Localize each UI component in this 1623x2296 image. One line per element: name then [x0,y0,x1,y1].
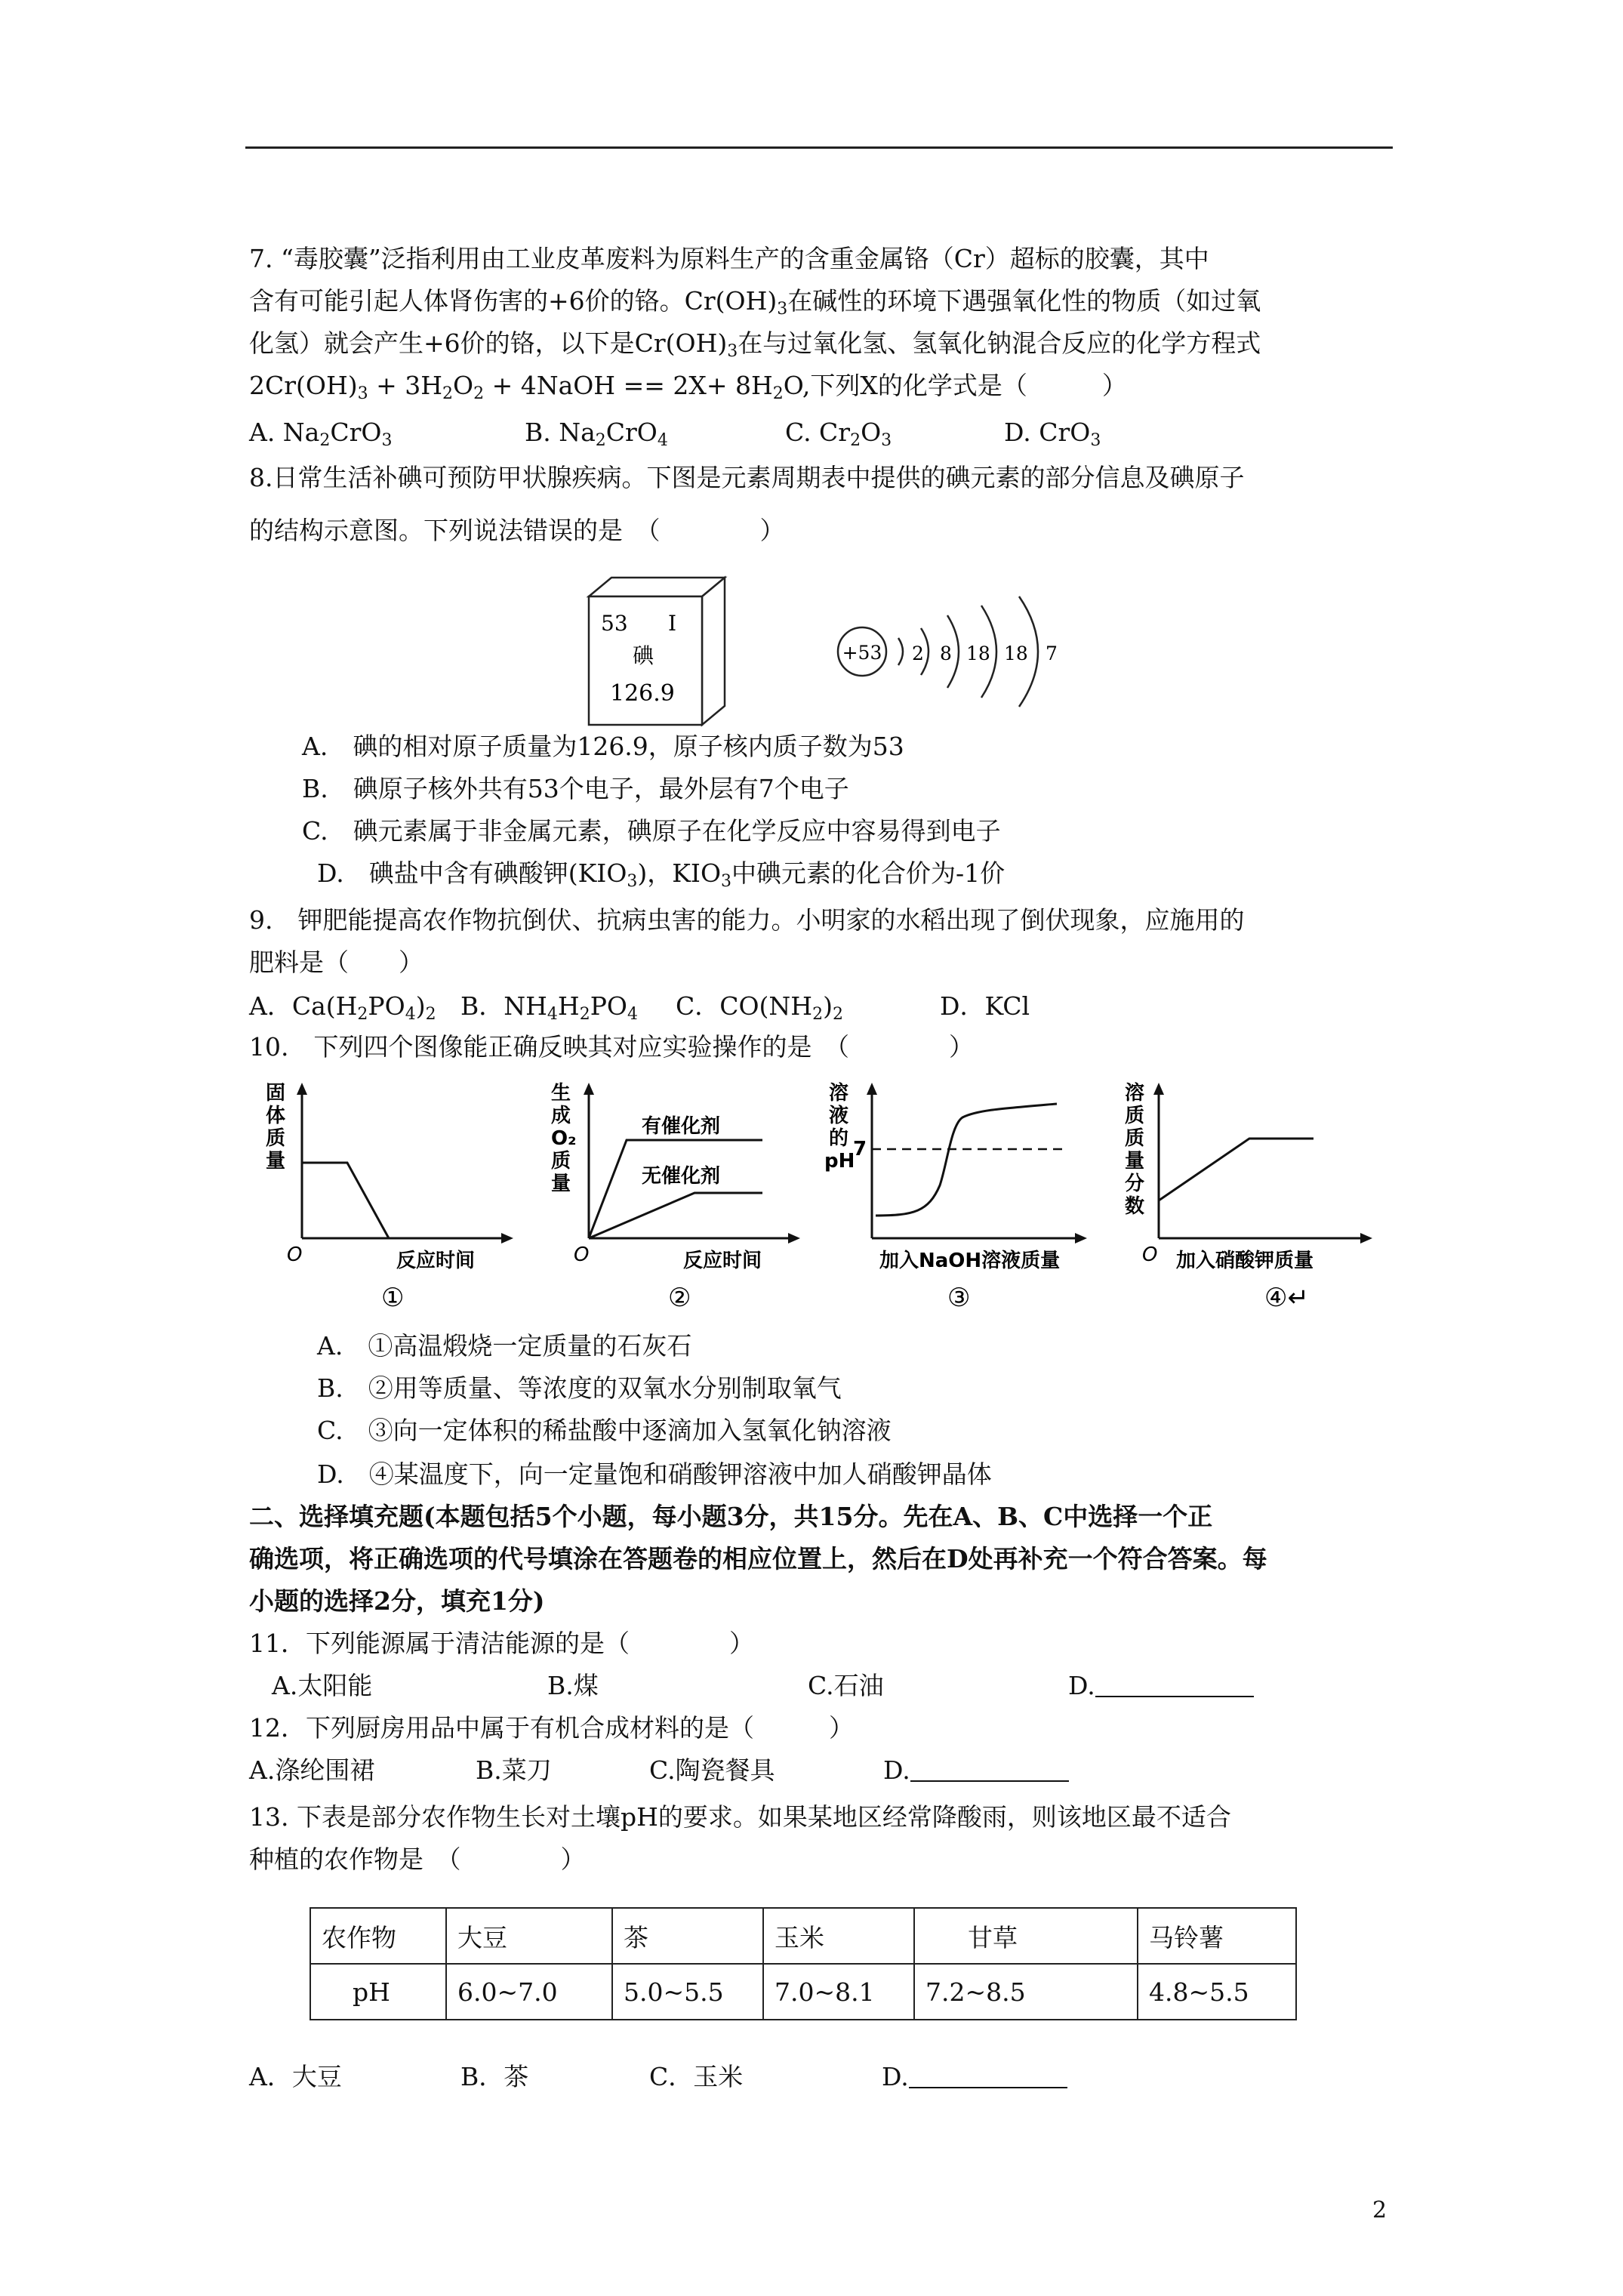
table-cell: 7.0~8.1 [763,1964,914,2020]
graph-4-xlabel: 加入硝酸钾质量 [1176,1250,1314,1272]
table-cell: 马铃薯 [1138,1908,1296,1964]
q7-line2: 含有可能引起人体肾伤害的+6价的铬。$Cr(OH)_3$在碱性的环境下遇强氧化性的物质（如过氧 [249,286,1261,319]
graph-3-ylabel-2: 液 [829,1105,849,1127]
shell-5: 7 [1046,643,1058,664]
graph-2 [551,1082,800,1313]
table-cell: 茶 [612,1908,763,1964]
graph-2-number: ② [668,1283,691,1313]
q12-option-d: D. [883,1753,1069,1788]
graph-4-ylabel-5: 分 [1125,1173,1145,1195]
graph-4-origin: O [1142,1244,1158,1266]
table-cell: pH [310,1964,446,2020]
header-rule [245,146,1393,149]
table-cell: 甘草 [914,1908,1138,1964]
q12-option-b: B.菜刀 [476,1755,552,1785]
section2-line2: 确选项，将正确选项的代号填涂在答题卷的相应位置上，然后在D处再补充一个符合答案。每 [249,1544,1267,1573]
graph-3-tick-7: 7 [853,1138,867,1160]
q7-line3: 化氢）就会产生+6价的铬，以下是$Cr(OH)_3$在与过氧化氢、氢氧化钠混合反应的化学方程式 [249,328,1261,361]
q13-line1: 13. 下表是部分农作物生长对土壤pH的要求。如果某地区经常降酸雨，则该地区最不适合 [249,1802,1231,1832]
graph-1-ylabel-3: 质 [266,1127,286,1150]
q7-option-a: A. $Na_2CrO_3$ [249,418,393,450]
graph-2-ylabel-1: 生 [551,1082,571,1105]
graph-3-ylabel-1: 溶 [829,1082,849,1105]
q8-option-d: D. 碘盐中含有碘酸钾$(KIO_3)$，$KIO_3$中碘元素的化合价为-1价 [317,858,1006,891]
shell-4: 18 [1004,643,1028,664]
graph-4-ylabel-4: 量 [1125,1150,1145,1173]
q8-line2: 的结构示意图。下列说法错误的是 （ ） [249,516,785,545]
graph-4-ylabel-3: 质 [1125,1127,1145,1150]
q10-option-c: C. ③向一定体积的稀盐酸中逐滴加入氢氧化钠溶液 [317,1416,892,1445]
q10-option-b: B. ②用等质量、等浓度的双氧水分别制取氧气 [317,1373,842,1403]
q10-option-a: A. ①高温煅烧一定质量的石灰石 [317,1331,692,1361]
graph-4-number: ④↵ [1264,1283,1309,1313]
q7-option-d: D. CrO$_3$ [1004,418,1101,450]
q12-line1: 12．下列厨房用品中属于有机合成材料的是（ ） [249,1713,854,1743]
section2-line3: 小题的选择2分，填充1分) [249,1586,545,1616]
q9-option-d: D．KCl [940,991,1030,1021]
graph-2-ylabel-2: 成 [551,1105,571,1127]
table-row [310,1964,1296,2020]
q12-option-a: A.涤纶围裙 [249,1755,375,1785]
page-number: 2 [1372,2197,1387,2224]
table-header-row [310,1908,1296,1964]
q12-answer-blank[interactable] [910,1758,1069,1782]
q8-line1: 8.日常生活补碘可预防甲状腺疾病。下图是元素周期表中提供的碘元素的部分信息及碘原子 [249,463,1245,492]
cell-atomic-number: 53 [601,611,628,636]
q8-option-c: C. 碘元素属于非金属元素，碘原子在化学反应中容易得到电子 [302,816,1001,846]
q11-option-c: C.石油 [808,1671,884,1700]
graph-4-ylabel-1: 溶 [1125,1082,1145,1105]
q11-option-a: A.太阳能 [272,1671,373,1700]
graph-2-ylabel-5: 量 [551,1173,571,1195]
graph-1-xlabel: 反应时间 [396,1250,476,1272]
q13-option-a: A．大豆 [249,2062,342,2091]
q12-option-c: C.陶瓷餐具 [649,1755,775,1785]
q9-line1: 9. 钾肥能提高农作物抗倒伏、抗病虫害的能力。小明家的水稻出现了倒伏现象，应施用的 [249,905,1245,935]
shell-3: 18 [966,643,990,664]
section2-line1: 二、选择填充题(本题包括5个小题，每小题3分，共15分。先在A、B、C中选择一个正 [249,1502,1213,1531]
table-cell: 玉米 [763,1908,914,1964]
table-cell: 4.8~5.5 [1138,1964,1296,2020]
q10-line1: 10. 下列四个图像能正确反映其对应实验操作的是 （ ） [249,1032,974,1062]
q10-option-d: D. ④某温度下，向一定量饱和硝酸钾溶液中加人硝酸钾晶体 [317,1459,992,1489]
q11-option-b: B.煤 [547,1671,599,1700]
periodic-table-cell [589,578,725,725]
shell-1: 2 [912,643,924,664]
table-cell: 7.2~8.5 [914,1964,1138,2020]
q9-option-c: C．$CO(NH_2)_2$ [676,991,843,1024]
q13-line2: 种植的农作物是 （ ） [249,1845,586,1874]
cell-symbol: I [668,611,677,636]
q11-option-d: D. [1068,1669,1254,1703]
iodine-figures [574,574,1125,736]
graph-2-origin: O [574,1244,590,1266]
q11-answer-blank[interactable] [1095,1673,1254,1697]
q13-option-d: D. [882,2060,1067,2094]
graph-1-number: ① [381,1283,405,1313]
cell-name: 碘 [633,643,654,668]
q13-option-b: B．茶 [460,2062,529,2091]
q7-line1: 7. “毒胶囊”泛指利用由工业皮革废料为原料生产的含重金属铬（Cr）超标的胶囊，其中 [249,244,1209,273]
graph-3-xlabel: 加入NaOH溶液质量 [879,1250,1061,1272]
q7-equation: $2Cr(OH)_3 + 3H_2O_2$ + 4NaOH == $2X+ 8H_2O$,下列X的化学式是（ ） [249,371,1127,403]
graph-4 [1125,1081,1372,1313]
q11-line1: 11．下列能源属于清洁能源的是（ ） [249,1629,754,1658]
q13-answer-blank[interactable] [909,2064,1067,2088]
q9-option-a: A．$Ca(H_2PO_4)_2$ [249,991,436,1024]
graph-2-ylabel-3: O₂ [551,1127,577,1150]
graph-4-ylabel-6: 数 [1125,1195,1145,1218]
q8-option-a: A. 碘的相对原子质量为126.9，原子核内质子数为53 [302,732,904,761]
q10-graphs [249,1080,1397,1321]
graph-2-ylabel-4: 质 [551,1150,571,1173]
graph-4-ylabel-2: 质 [1125,1105,1145,1127]
graph-3-number: ③ [947,1283,971,1313]
graph-1-ylabel-1: 固 [266,1082,286,1105]
q8-option-b: B. 碘原子核外共有53个电子，最外层有7个电子 [302,774,849,803]
table-cell: 6.0~7.0 [446,1964,612,2020]
graph-2-curve-catalyst: 有催化剂 [642,1115,721,1138]
graph-1 [266,1082,513,1313]
q9-line2: 肥料是（ ） [249,948,423,977]
graph-2-xlabel: 反应时间 [683,1250,762,1272]
graph-1-ylabel-4: 量 [266,1150,286,1173]
graph-3-ylabel-3: 的 [829,1127,849,1150]
q7-option-b: B. $Na_2CrO_4$ [525,418,668,450]
graph-1-ylabel-2: 体 [266,1105,286,1127]
graph-1-origin: O [287,1244,303,1266]
graph-3-ylabel-4: pH [824,1150,855,1173]
table-cell: 5.0~5.5 [612,1964,763,2020]
atom-structure-diagram [838,596,1058,707]
shell-2: 8 [940,643,952,664]
graph-3 [824,1081,1087,1313]
cell-atomic-mass: 126.9 [610,680,675,707]
q7-option-c: C. $Cr_2O_3$ [785,418,892,450]
q9-option-b: B．$NH_4H_2PO_4$ [460,991,638,1024]
q13-option-c: C．玉米 [649,2062,744,2091]
table-cell: 农作物 [310,1908,446,1964]
crop-ph-table [310,1907,1297,2020]
nucleus-charge: +53 [842,642,882,664]
table-cell: 大豆 [446,1908,612,1964]
graph-2-curve-no-catalyst: 无催化剂 [642,1165,721,1188]
